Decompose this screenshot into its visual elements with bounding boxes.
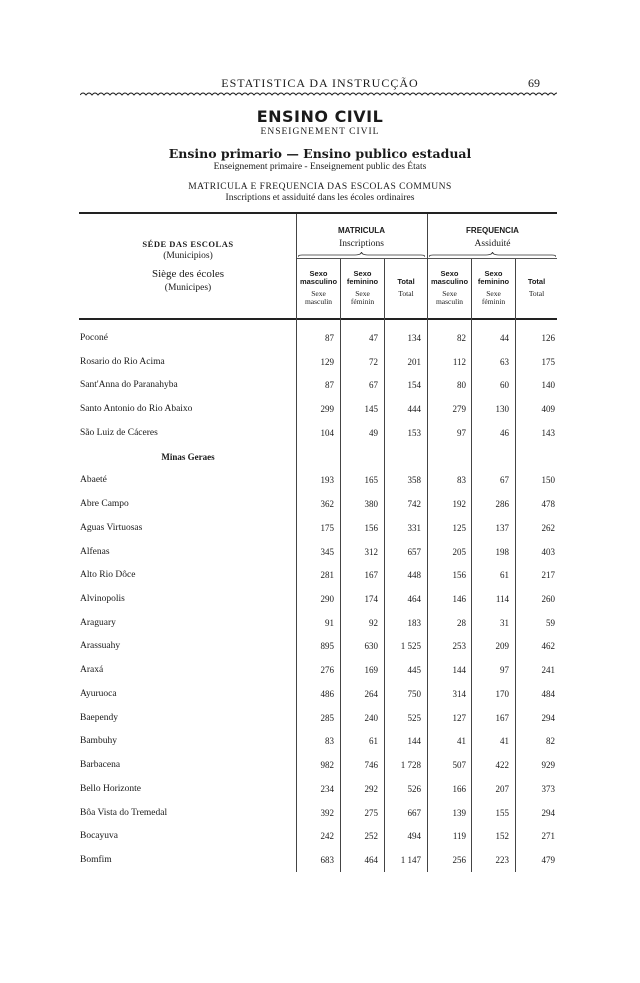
stub-title: SÉDE DAS ESCOLAS	[142, 239, 234, 249]
cell-mat-masc: 982	[320, 760, 334, 771]
cell-mat-total: 134	[407, 333, 421, 343]
cell-freq-masc: 139	[452, 807, 466, 818]
group-title-frequencia: FREQUENCIA	[466, 226, 519, 235]
municipality-name: Arassuahy	[80, 641, 121, 652]
cell-mat-total: 657	[407, 546, 421, 557]
cell-mat-masc: 290	[320, 594, 334, 605]
wavy-rule	[80, 91, 557, 99]
table-row	[0, 689, 640, 705]
table-row	[0, 641, 640, 657]
municipality-name: Araxá	[80, 665, 104, 676]
col-rule	[471, 259, 472, 872]
cell-mat-total: 144	[407, 736, 421, 747]
cell-freq-masc: 41	[457, 736, 466, 747]
cell-mat-fem: 156	[364, 522, 378, 533]
cell-mat-total: 750	[407, 688, 421, 699]
cell-mat-fem: 464	[364, 855, 378, 866]
cell-freq-total: 271	[541, 831, 555, 842]
municipality-name: Abre Campo	[80, 499, 129, 510]
cell-freq-fem: 137	[495, 522, 509, 533]
cell-mat-total: 742	[407, 499, 421, 510]
cell-mat-masc: 486	[320, 688, 334, 699]
cell-mat-fem: 380	[364, 499, 378, 510]
table-subtitle: Inscriptions et assiduité dans les écoles ordinaires	[225, 193, 415, 203]
cell-mat-total: 667	[407, 807, 421, 818]
cell-freq-total: 484	[541, 688, 555, 699]
cell-mat-total: 201	[407, 356, 421, 367]
cell-freq-total: 140	[541, 380, 555, 391]
page-title: ENSINO CIVIL	[256, 107, 384, 126]
cell-mat-total: 445	[407, 665, 421, 676]
table-row	[0, 855, 640, 871]
col-header-freq-total: Total Total	[527, 277, 546, 298]
cell-freq-total: 82	[546, 736, 555, 747]
cell-mat-fem: 49	[369, 427, 378, 438]
cell-freq-masc: 28	[457, 617, 466, 628]
cell-mat-total: 331	[407, 522, 421, 533]
cell-mat-masc: 242	[320, 831, 334, 842]
table-section-row	[0, 452, 640, 468]
municipality-name: Alfenas	[80, 546, 110, 557]
cell-mat-fem: 174	[364, 594, 378, 605]
cell-freq-masc: 156	[452, 570, 466, 581]
cell-mat-fem: 252	[364, 831, 378, 842]
cell-freq-masc: 80	[457, 380, 466, 391]
municipality-name: Baependy	[80, 712, 118, 723]
table-row	[0, 784, 640, 800]
cell-freq-masc: 192	[452, 499, 466, 510]
cell-freq-masc: 205	[452, 546, 466, 557]
municipality-name: Rosario do Rio Acima	[80, 356, 165, 367]
cell-mat-fem: 312	[364, 546, 378, 557]
municipality-name: Ayuruoca	[80, 688, 117, 699]
cell-freq-total: 929	[541, 760, 555, 771]
municipality-name: Bambuhy	[80, 736, 117, 747]
table-row	[0, 808, 640, 824]
table-row	[0, 333, 640, 349]
cell-freq-total: 462	[541, 641, 555, 652]
table-row	[0, 665, 640, 681]
cell-mat-fem: 145	[364, 404, 378, 415]
stub-subtitle-fr: (Municipes)	[164, 283, 212, 293]
col-rule	[515, 259, 516, 872]
cell-freq-fem: 60	[500, 380, 509, 391]
municipality-name: Araguary	[80, 617, 116, 628]
cell-mat-masc: 299	[320, 404, 334, 415]
cell-mat-total: 464	[407, 594, 421, 605]
municipality-name: Alto Rio Dôce	[80, 570, 136, 581]
cell-freq-total: 143	[541, 427, 555, 438]
table-title: MATRICULA E FREQUENCIA DAS ESCOLAS COMMUNS	[188, 182, 452, 192]
cell-freq-total: 241	[541, 665, 555, 676]
table-top-rule	[79, 212, 557, 214]
cell-freq-total: 217	[541, 570, 555, 581]
cell-freq-fem: 152	[495, 831, 509, 842]
cell-mat-total: 358	[407, 475, 421, 486]
municipality-name: São Luiz de Cáceres	[80, 427, 158, 438]
cell-mat-masc: 87	[325, 380, 334, 391]
table-header-bottom-rule	[79, 318, 557, 320]
cell-mat-fem: 72	[369, 356, 378, 367]
cell-mat-fem: 169	[364, 665, 378, 676]
cell-freq-total: 260	[541, 594, 555, 605]
group-subtitle-matricula: Inscriptions	[339, 239, 384, 249]
cell-mat-masc: 193	[320, 475, 334, 486]
cell-freq-fem: 167	[495, 712, 509, 723]
cell-mat-total: 1 525	[400, 641, 421, 652]
col-rule	[340, 259, 341, 872]
cell-freq-total: 175	[541, 356, 555, 367]
table-row	[0, 760, 640, 776]
cell-mat-fem: 67	[369, 380, 378, 391]
section-label: Minas Geraes	[161, 451, 215, 462]
cell-mat-total: 494	[407, 831, 421, 842]
cell-mat-total: 444	[407, 404, 421, 415]
table-row	[0, 713, 640, 729]
cell-mat-masc: 895	[320, 641, 334, 652]
table-row	[0, 499, 640, 515]
cell-freq-total: 403	[541, 546, 555, 557]
group-subtitle-frequencia: Assiduité	[474, 239, 511, 249]
stub-title-fr: Siège des écoles	[151, 268, 225, 280]
cell-freq-total: 478	[541, 499, 555, 510]
table-row	[0, 404, 640, 420]
cell-freq-fem: 31	[500, 617, 509, 628]
cell-freq-masc: 314	[452, 688, 466, 699]
group-title-matricula: MATRICULA	[338, 226, 385, 235]
municipality-name: Poconé	[80, 333, 108, 343]
municipality-name: Bôa Vista do Tremedal	[80, 807, 168, 818]
cell-freq-masc: 125	[452, 522, 466, 533]
col-header-freq-fem: Sexo feminino Sexe féminin	[477, 269, 510, 306]
page-number: 69	[528, 76, 540, 90]
cell-freq-fem: 130	[495, 404, 509, 415]
municipality-name: Aguas Virtuosas	[80, 522, 143, 533]
col-header-mat-total: Total Total	[397, 277, 415, 298]
cell-mat-masc: 285	[320, 712, 334, 723]
table-row	[0, 475, 640, 491]
cell-mat-masc: 91	[325, 617, 334, 628]
cell-freq-masc: 253	[452, 641, 466, 652]
cell-mat-masc: 392	[320, 807, 334, 818]
cell-mat-fem: 292	[364, 783, 378, 794]
cell-mat-fem: 240	[364, 712, 378, 723]
cell-freq-masc: 256	[452, 855, 466, 866]
cell-freq-masc: 97	[457, 427, 466, 438]
cell-freq-total: 150	[541, 475, 555, 486]
municipality-name: Santo Antonio do Rio Abaixo	[80, 404, 193, 415]
cell-freq-fem: 223	[495, 855, 509, 866]
cell-freq-total: 59	[546, 617, 555, 628]
page-subtitle: ENSEIGNEMENT CIVIL	[260, 127, 380, 137]
cell-mat-total: 154	[407, 380, 421, 391]
municipality-name: Sant'Anna do Paranahyba	[80, 380, 178, 391]
cell-freq-masc: 144	[452, 665, 466, 676]
cell-mat-masc: 104	[320, 427, 334, 438]
cell-freq-fem: 97	[500, 665, 509, 676]
cell-mat-fem: 165	[364, 475, 378, 486]
cell-mat-total: 1 728	[400, 760, 421, 771]
cell-freq-total: 262	[541, 522, 555, 533]
cell-freq-fem: 44	[500, 333, 509, 343]
cell-freq-masc: 279	[452, 404, 466, 415]
cell-mat-total: 525	[407, 712, 421, 723]
cell-freq-fem: 114	[495, 594, 509, 605]
municipality-name: Bomfim	[80, 855, 112, 866]
table-row	[0, 570, 640, 586]
table-row	[0, 736, 640, 752]
cell-mat-total: 1 147	[400, 855, 421, 866]
cell-freq-masc: 83	[457, 475, 466, 486]
cell-mat-masc: 362	[320, 499, 334, 510]
cell-freq-masc: 119	[452, 831, 466, 842]
cell-freq-fem: 209	[495, 641, 509, 652]
cell-freq-masc: 112	[452, 356, 466, 367]
cell-freq-fem: 198	[495, 546, 509, 557]
cell-freq-fem: 67	[500, 475, 509, 486]
table-row	[0, 594, 640, 610]
cell-freq-fem: 207	[495, 783, 509, 794]
cell-mat-masc: 87	[325, 333, 334, 343]
municipality-name: Alvinopolis	[80, 594, 125, 605]
cell-mat-masc: 83	[325, 736, 334, 747]
cell-freq-fem: 41	[500, 736, 509, 747]
cell-mat-fem: 61	[369, 736, 378, 747]
cell-freq-fem: 170	[495, 688, 509, 699]
cell-mat-fem: 47	[369, 333, 378, 343]
running-title: ESTATISTICA DA INSTRUCÇÃO	[221, 76, 419, 90]
cell-freq-masc: 127	[452, 712, 466, 723]
cell-freq-total: 294	[541, 712, 555, 723]
stub-subtitle: (Municipios)	[163, 251, 213, 261]
cell-mat-masc: 345	[320, 546, 334, 557]
table-row	[0, 523, 640, 539]
col-rule	[384, 259, 385, 872]
cell-mat-masc: 276	[320, 665, 334, 676]
cell-freq-fem: 63	[500, 356, 509, 367]
municipality-name: Barbacena	[80, 760, 121, 771]
cell-mat-fem: 92	[369, 617, 378, 628]
cell-mat-masc: 175	[320, 522, 334, 533]
municipality-name: Abaeté	[80, 475, 107, 486]
cell-freq-total: 294	[541, 807, 555, 818]
cell-freq-total: 126	[541, 333, 555, 343]
cell-mat-total: 153	[407, 427, 421, 438]
cell-freq-masc: 82	[457, 333, 466, 343]
cell-mat-total: 448	[407, 570, 421, 581]
cell-freq-fem: 422	[495, 760, 509, 771]
col-header-mat-masc: Sexo masculino Sexe masculin	[299, 269, 338, 306]
cell-freq-total: 479	[541, 855, 555, 866]
cell-freq-masc: 507	[452, 760, 466, 771]
cell-mat-fem: 275	[364, 807, 378, 818]
cell-mat-fem: 167	[364, 570, 378, 581]
cell-freq-total: 373	[541, 783, 555, 794]
cell-mat-fem: 264	[364, 688, 378, 699]
col-header-freq-masc: Sexo masculino Sexe masculin	[430, 269, 469, 306]
table-row	[0, 357, 640, 373]
cell-freq-fem: 46	[500, 427, 509, 438]
cell-freq-total: 409	[541, 404, 555, 415]
cell-freq-fem: 286	[495, 499, 509, 510]
municipality-name: Bocayuva	[80, 831, 118, 842]
cell-mat-masc: 281	[320, 570, 334, 581]
col-header-mat-fem: Sexo feminino Sexe féminin	[346, 269, 379, 306]
cell-mat-fem: 630	[364, 641, 378, 652]
cell-freq-masc: 166	[452, 783, 466, 794]
cell-mat-masc: 129	[320, 356, 334, 367]
table-row	[0, 831, 640, 847]
cell-mat-fem: 746	[364, 760, 378, 771]
cell-mat-masc: 683	[320, 855, 334, 866]
table-row	[0, 380, 640, 396]
section-subtitle: Enseignement primaire - Enseignement public des États	[213, 162, 427, 172]
cell-freq-fem: 61	[500, 570, 509, 581]
table-row	[0, 618, 640, 634]
table-row	[0, 428, 640, 444]
cell-mat-masc: 234	[320, 783, 334, 794]
section-title: Ensino primario — Ensino publico estadual	[168, 146, 472, 161]
table-row	[0, 547, 640, 563]
cell-freq-fem: 155	[495, 807, 509, 818]
cell-mat-total: 526	[407, 783, 421, 794]
cell-mat-total: 183	[407, 617, 421, 628]
municipality-name: Bello Horizonte	[80, 783, 141, 794]
cell-freq-masc: 146	[452, 594, 466, 605]
